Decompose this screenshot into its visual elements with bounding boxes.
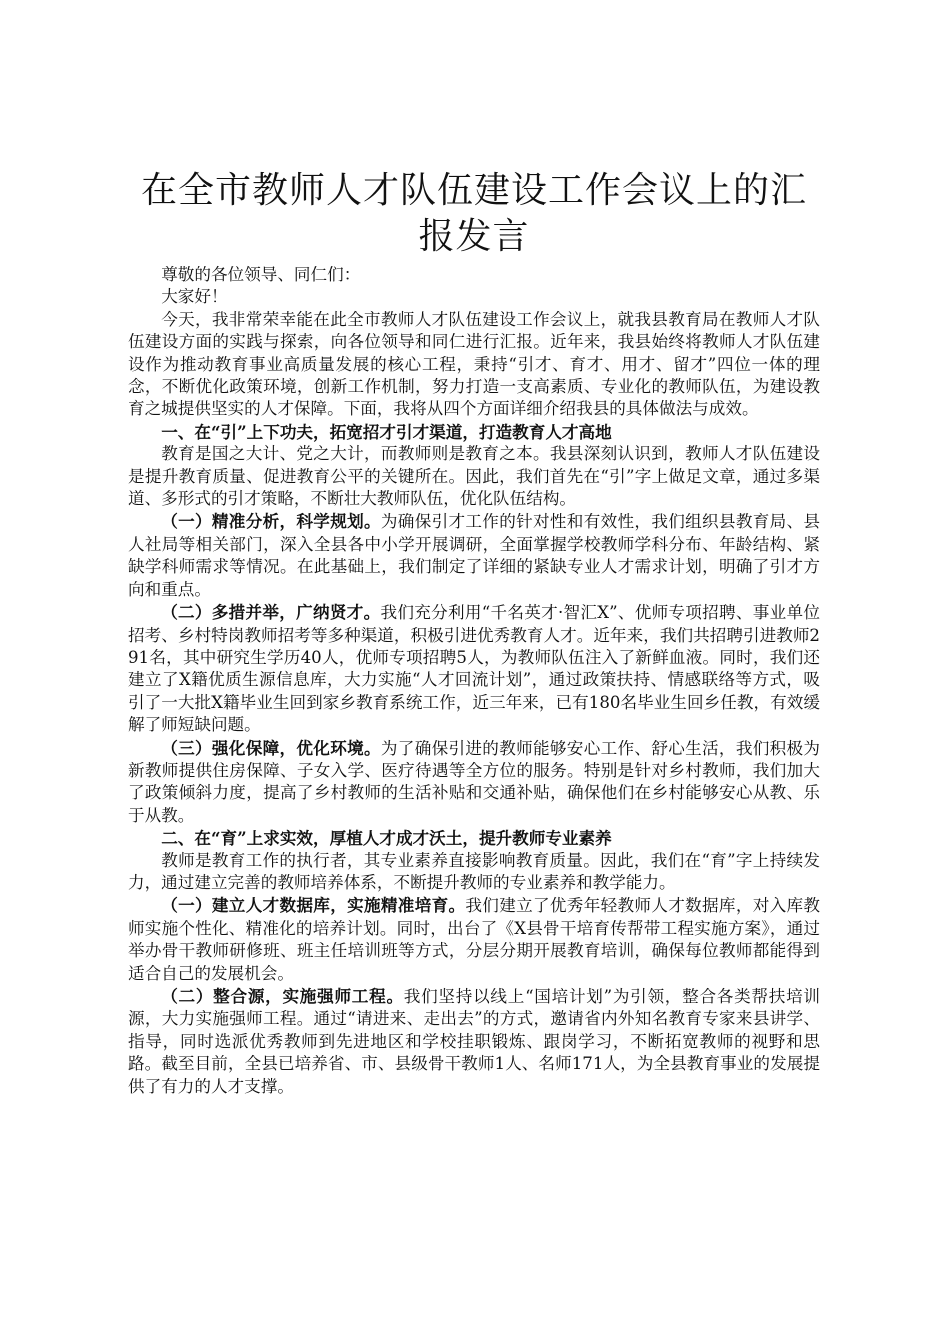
section-2-heading: 二、在“育”上求实效，厚植人才成才沃土，提升教师专业素养 bbox=[161, 828, 612, 849]
document-title: 在全市教师人才队伍建设工作会议上的汇报发言 bbox=[140, 170, 807, 257]
item-lead: （二）整合源，实施强师工程。 bbox=[161, 986, 404, 1006]
section-1-item-1 bbox=[128, 510, 820, 601]
salutation: 尊敬的各位领导、同仁们： bbox=[161, 265, 361, 284]
section-1-item-3 bbox=[128, 737, 820, 828]
item-text: 为了确保引进的教师能够安心工作、舒心生活，我们积极为新教师提供住房保障、子女入学、医疗待遇等全方位的服务。特别是针对乡村教师，我们加大了政策倾斜力度，提高了乡村教师的生活补贴和交通补贴，确保他们在乡村能够安心从教、乐于从教。 bbox=[128, 738, 821, 825]
greeting: 大家好！ bbox=[161, 287, 228, 307]
document-page bbox=[128, 168, 820, 1098]
item-text: 我们建立了优秀年轻教师人才数据库，对入库教师实施个性化、精准化的培养计划。同时，出台了《X县骨干培育传帮带工程实施方案》，通过举办骨干教师研修班、班主任培训班等方式，分层分期开展教育培训，确保每位教师都能得到适合自己的发展机会。 bbox=[128, 896, 821, 983]
item-text: 为确保引才工作的针对性和有效性，我们组织县教育局、县人社局等相关部门，深入全县各中小学开展调研，全面掌握学校教师学科分布、年龄结构、紧缺学科师需求等情况。在此基础上，我们制定了详细的紧缺专业人才需求计划，明确了引才方向和重点。 bbox=[128, 512, 821, 599]
section-2-item-2 bbox=[128, 985, 820, 1098]
item-text: 我们坚持以线上“国培计划”为引领，整合各类帮扶培训源，大力实施强师工程。通过“请进来、走出去”的方式，邀请省内外知名教育专家来县讲学、指导，同时选派优秀教师到先进地区和学校挂职锻炼、跟岗学习，不断拓宽教师的视野和思路。截至目前，全县已培养省、市、县级骨干教师1人、名师171人，为全县教育事业的发展提供了有力的人才支撑。 bbox=[128, 987, 821, 1096]
item-text: 我们充分利用“千名英才·智汇X”、优师专项招聘、事业单位招考、乡村特岗教师招考等多种渠道，积极引进优秀教育人才。近年来，我们共招聘引进教师291名，其中研究生学历40人，优师专项招聘5人，为教师队伍注入了新鲜血液。同时，我们还建立了X籍优质生源信息库，大力实施“人才回流计划”，通过政策扶持、情感联络等方式，吸引了一大批X籍毕业生回到家乡教育系统工作，近三年来，已有180名毕业生回乡任教，有效缓解了师短缺问题。 bbox=[128, 603, 820, 735]
section-1-item-2 bbox=[128, 601, 820, 736]
item-lead: （一）建立人才数据库，实施精准培育。 bbox=[161, 895, 466, 916]
item-lead: （一）精准分析，科学规划。 bbox=[161, 511, 381, 532]
intro-paragraph: 今天，我非常荣幸能在此全市教师人才队伍建设工作会议上，就我县教育局在教师人才队伍建设方面的实践与探索，向各位领导和同仁进行汇报。近年来，我县始终将教师人才队伍建设作为推动教育事业高质量发展的核心工程，秉持“引才、育才、用才、留才”四位一体的理念，不断优化政策环境，创新工作机制，努力打造一支高素质、专业化的教师队伍，为建设教育之城提供坚实的人才保障。下面，我将从四个方面详细介绍我县的具体做法与成效。 bbox=[128, 309, 820, 419]
item-lead: （二）多措并举，广纳贤才。 bbox=[161, 602, 381, 623]
section-1-intro: 教育是国之大计、党之大计，而教师则是教育之本。我县深刻认识到，教师人才队伍建设是提升教育质量、促进教育公平的关键所在。因此，我们首先在“引”字上做足文章，通过多渠道、多形式的引才策略，不断壮大教师队伍，优化队伍结构。 bbox=[128, 444, 820, 509]
section-2-item-1 bbox=[128, 894, 820, 985]
item-lead: （三）强化保障，优化环境。 bbox=[161, 737, 381, 758]
section-2-intro: 教师是教育工作的执行者，其专业素养直接影响教育质量。因此，我们在“育”字上持续发力，通过建立完善的教师培养体系，不断提升教师的专业素养和教学能力。 bbox=[128, 850, 820, 892]
section-1-heading: 一、在“引”上下功夫，拓宽招才引才渠道，打造教育人才高地 bbox=[161, 421, 612, 442]
